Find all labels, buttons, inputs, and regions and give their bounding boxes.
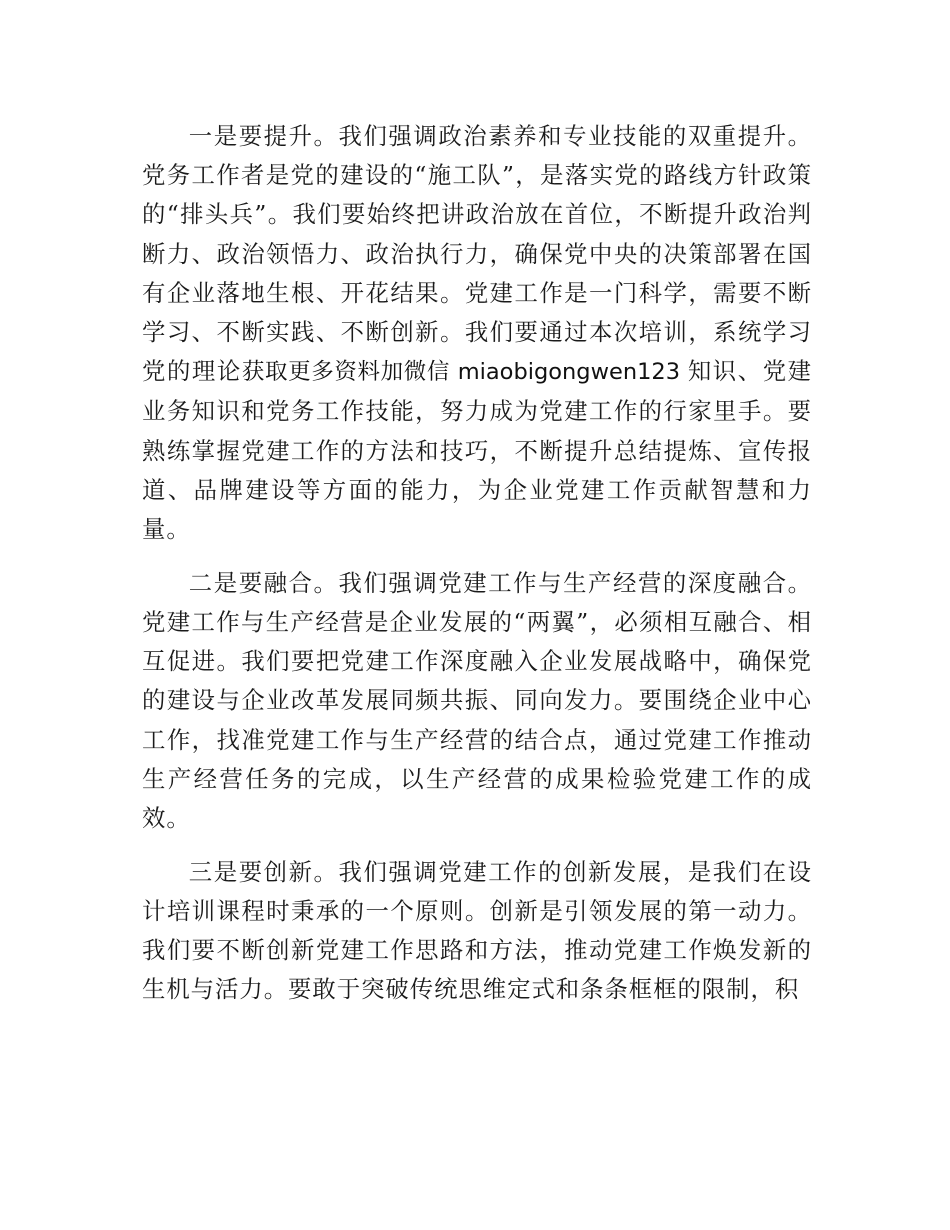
watermark-contact-text: 获取更多资料加微信 miaobigongwen123 <box>241 359 688 386</box>
paragraph-innovate: 三是要创新。我们强调党建工作的创新发展，是我们在设计培训课程时秉承的一个原则。创新是引领发展的第一动力。我们要不断创新党建工作思路和方法，推动党建工作焕发新的生机与活力。要敢于突破传统思维定式和条条框框的限制，积 <box>142 857 812 1004</box>
paragraph-improve <box>142 117 812 549</box>
paragraph-improve-text-end: 知识、党建业务知识和党务工作技能，努力成为党建工作的行家里手。要熟练掌握党建工作的方法和技巧，不断提升总结提炼、宣传报道、品牌建设等方面的能力，为企业党建工作贡献智慧和力量。 <box>142 357 813 544</box>
document-body <box>142 117 812 1010</box>
paragraph-improve-text-start: 一是要提升。我们强调政治素养和专业技能的双重提升。党务工作者是党的建设的“施工队”，是落实党的路线方针政策的“排头兵”。我们要始终把讲政治放在首位，不断提升政治判断力、政治领悟力、政治执行力，确保党中央的决策部署在国有企业落地生根、开花结果。党建工作是一门科学，需要不断学习、不断实践、不断创新。我们要通过本次培训，系统学习党的理论 <box>142 122 812 386</box>
paragraph-integrate: 二是要融合。我们强调党建工作与生产经营的深度融合。党建工作与生产经营是企业发展的“两翼”，必须相互融合、相互促进。我们要把党建工作深度融入企业发展战略中，确保党的建设与企业改革发展同频共振、同向发力。要围绕企业中心工作，找准党建工作与生产经营的结合点，通过党建工作推动生产经营任务的完成，以生产经营的成果检验党建工作的成效。 <box>142 568 812 833</box>
